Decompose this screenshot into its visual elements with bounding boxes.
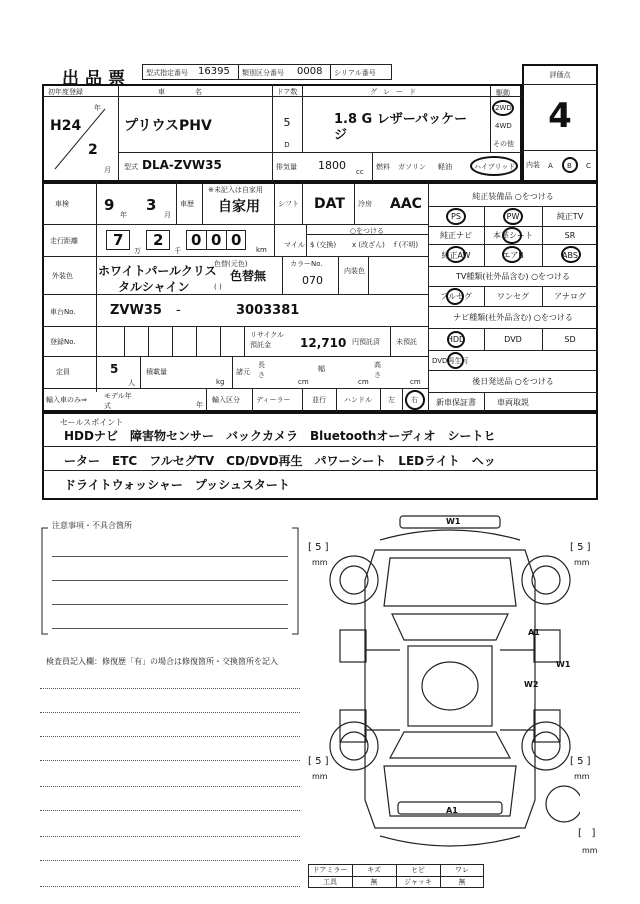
model-cert-label: 型式指定番号 (146, 69, 188, 77)
year-divider (50, 104, 110, 174)
form-title: 出品票 (62, 69, 131, 89)
shift-value: DAT (314, 196, 345, 212)
aw-mark (446, 246, 466, 263)
tread-depth: 5 (577, 542, 584, 553)
hdd-mark (447, 331, 465, 348)
tread-depth: 5 (315, 756, 322, 767)
airbag-mark (502, 246, 522, 263)
car-name: プリウスPHV (124, 118, 212, 134)
sales-line2: ーター ETC フルセグTV CD/DVD再生 パワーシート LEDライト ヘッ (64, 454, 496, 468)
damage-mark: W1 (556, 660, 571, 669)
grade-line1: 1.8 G レザーパッケー (334, 112, 468, 127)
damage-mark: A1 (446, 806, 458, 815)
damage-mark: A1 (528, 628, 540, 637)
dvd-play-mark (447, 352, 464, 369)
chassis-no: 3003381 (236, 303, 300, 318)
year-label: 初年度登録 (48, 88, 83, 96)
score-value: 4 (548, 96, 572, 136)
shaken-year: 9 (104, 196, 115, 214)
era-year: H24 (50, 118, 82, 134)
recycle-amount: 12,710 (300, 336, 347, 350)
damage-mark: W2 (524, 680, 539, 689)
model-type: DLA-ZVW35 (142, 158, 222, 172)
leather-seat-mark (502, 227, 522, 244)
fullseg-mark (446, 288, 464, 305)
caution-label: 注意事項・不具合箇所 (52, 521, 132, 530)
shaken-month: 3 (146, 196, 157, 214)
capacity-value: 5 (110, 362, 119, 376)
mileage-digit: 2 (153, 231, 164, 249)
caution-bracket (40, 524, 300, 640)
model-cert-no: 16395 (198, 66, 230, 77)
tread-depth: 5 (577, 756, 584, 767)
drive-selected-mark (492, 100, 514, 116)
ac-value: AAC (390, 196, 422, 212)
color-line2: タルシャイン (118, 280, 190, 294)
sales-line1: HDDナビ 障害物センサー バックカメラ Bluetoothオーディオ シートヒ (64, 429, 496, 443)
drive-4wd: 4WD (495, 122, 512, 130)
sales-line3: ドライトウォッシャー プッシュスタート (64, 478, 290, 492)
chassis-prefix: ZVW35 (110, 303, 162, 318)
doors-label: ドア数 (276, 88, 298, 96)
color-no: 070 (302, 274, 323, 287)
equipment-title: 純正装備品 ○をつける (472, 192, 554, 201)
inspector-label: 検査員記入欄：修復歴「有」の場合は修復箇所・交換箇所を記入 (46, 657, 278, 666)
grade-label: グレード (370, 88, 422, 96)
repaint-value: 色替無 (230, 269, 267, 283)
ps-mark (446, 208, 466, 225)
drive-label: 駆動 (496, 89, 510, 97)
damage-mark: W1 (446, 517, 461, 526)
mileage-digit: 7 (113, 231, 124, 249)
color-line1: ホワイトパールクリス (98, 264, 217, 278)
drive-other: その他 (493, 140, 514, 148)
abs-mark (561, 246, 581, 263)
mileage-digit: 0 (191, 231, 202, 249)
class-no: 0008 (297, 66, 323, 77)
pw-mark (503, 208, 523, 225)
grade-line2: ジ (334, 128, 348, 143)
interior-selected-mark (562, 157, 578, 173)
doors-value: 5 (283, 116, 291, 129)
mileage-digit: 0 (211, 231, 222, 249)
displacement: 1800 (318, 159, 346, 172)
mileage-digit: 0 (231, 231, 242, 249)
fuel-selected-mark (470, 156, 518, 176)
car-name-label: 車名 (158, 88, 232, 96)
tread-depth: 5 (315, 542, 322, 553)
reg-month: 2 (88, 142, 98, 158)
handle-right-mark (405, 390, 425, 410)
score-label: 評価点 (549, 71, 571, 79)
class-label: 類別区分番号 (242, 69, 284, 77)
serial-label: シリアル番号 (334, 69, 376, 77)
history-value: 自家用 (218, 199, 260, 215)
drive-2wd: 2WD (495, 104, 512, 112)
